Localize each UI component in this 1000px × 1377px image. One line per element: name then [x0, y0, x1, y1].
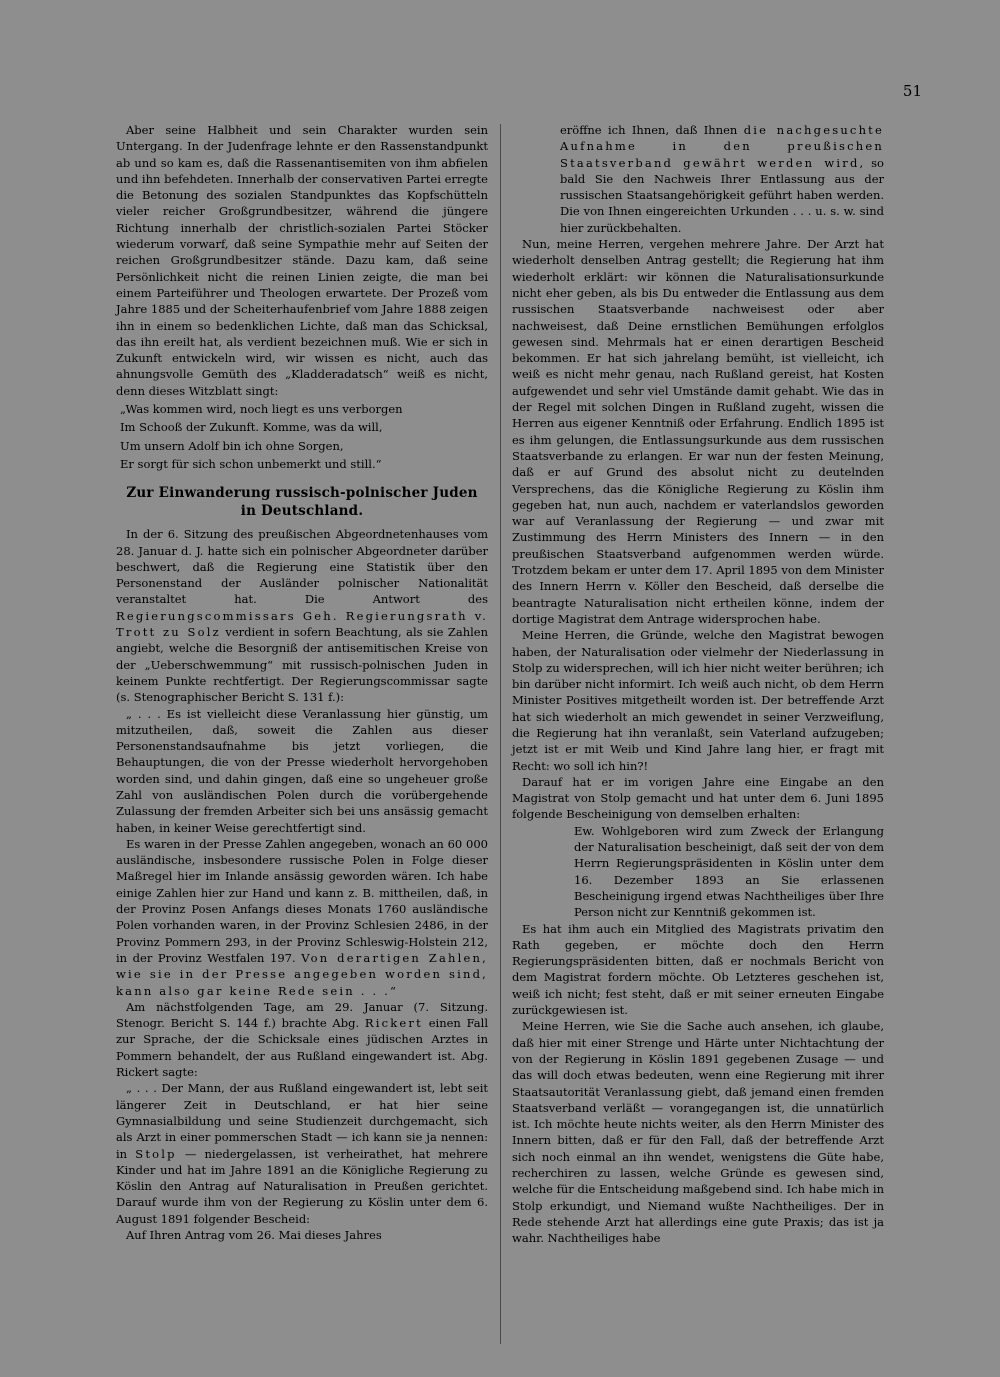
emphasis: Von derartigen Zahlen, wie sie in der Presse angegeben worden sind, kann also gar keine Rede sein . . .“: [116, 950, 488, 998]
paragraph: [116, 526, 488, 705]
text-run: verdient in sofern Beachtung, als sie Zahlen angiebt, welche die Besorgniß der antisemitischen Kreise von der „Ueberschwemmung“ mit russisch-polnischen Juden in keinem Punkte rechtfertigt. Der Regierungscommissar sagte (s. Stenographischer Bericht S. 131 f.):: [116, 625, 488, 705]
section-heading-line: Zur Einwanderung russisch-polnischer Juden: [126, 485, 478, 502]
paragraph: Darauf hat er im vorigen Jahre eine Eingabe an den Magistrat von Stolp gemacht und hat unter dem 6. Juni 1895 folgende Bescheinigung von demselben erhalten:: [512, 774, 884, 822]
verse-line: Im Schooß der Zukunft. Komme, was da will,: [120, 420, 383, 435]
emphasis: Rickert: [364, 1016, 423, 1031]
section-heading: [116, 484, 488, 520]
emphasis: Stolp: [135, 1146, 177, 1161]
column-divider: [500, 124, 501, 1344]
paragraph: [116, 1080, 488, 1227]
text-run: Es waren in der Presse Zahlen angegeben, wonach an 60 000 ausländische, insbesondere russische Polen in Folge dieser Maßregel hier im Inlande ansässig geworden wären. Ich habe einige Zahlen hier zur Hand und kann z. B. mittheilen, daß, in der Provinz Posen Anfangs dieses Monats 1760 ausländische Polen vorhanden waren, in der Provinz Schlesien 2486, in der Provinz Pommern 293, in der Provinz Schleswig-Holstein 212, in der Provinz Westfalen 197.: [116, 836, 488, 965]
emphasis: Regierungscommissars Geh. Regierungsrath v. Trott zu Solz: [116, 608, 488, 640]
text-run: — niedergelassen, ist verheirathet, hat mehrere Kinder und hat im Jahre 1891 an die Königliche Regierung zu Köslin den Antrag auf Naturalisation in Preußen gerichtet. Darauf wurde ihm von der Regierung zu Köslin unter dem 6. August 1891 folgender Bescheid:: [116, 1146, 488, 1226]
text-run: , so bald Sie den Nachweis Ihrer Entlassung aus der russischen Staatsangehörigkeit geführt haben werden. Die von Ihnen eingereichten Urkunden . . . u. s. w. sind hier zurückbehalten.: [560, 155, 884, 235]
text-run: In der 6. Sitzung des preußischen Abgeordnetenhauses vom 28. Januar d. J. hatte sich ein polnischer Abgeordneter darüber beschwert, daß die Regierung eine Statistik über den Personenstand der Ausländer polnischer Nationalität veranstaltet hat. Die Antwort des: [116, 527, 488, 607]
section-heading-line: in Deutschland.: [240, 503, 364, 520]
verse-line: Er sorgt für sich schon unbemerkt und still.“: [120, 456, 382, 471]
right-column: [512, 122, 884, 1246]
paragraph: Meine Herren, wie Sie die Sache auch ansehen, ich glaube, daß hier mit einer Strenge und Härte unter Nichtachtung der von der Regierung in Köslin 1891 gegebenen Zusage — und das will doch etwas bedeuten, wenn eine Regierung mit ihrer Staatsautorität Veranlassung giebt, daß jemand einen fremden Staatsverband verläßt — vorangegangen ist, die unnatürlich ist. Ich möchte heute nichts weiter, als den Herrn Minister des Innern bitten, daß er für den Fall, daß der betreffende Arzt sich noch einmal an ihn wendet, wenigstens die Güte habe, recherchiren zu lassen, welche Gründe es gewesen sind, welche für die Entscheidung maßgebend sind. Ich habe mich in Stolp erkundigt, und Niemand wußte Nachtheiliges. Der in Rede stehende Arzt hat allerdings eine gute Praxis; das ist ja wahr. Nachtheiliges habe: [512, 1019, 884, 1246]
paragraph: Nun, meine Herren, vergehen mehrere Jahre. Der Arzt hat wiederholt denselben Antrag gestellt; die Regierung hat ihm wiederholt erklärt: wir können die Naturalisationsurkunde nicht eher geben, als bis Du entweder die Entlassung aus dem russischen Staatsverbande nachweisest oder aber nachweisest, daß Deine ernstlichen Bemühungen erfolglos gewesen sind. Mehrmals hat er einen derartigen Bescheid bekommen. Er hat sich jahrelang bemüht, ist vielleicht, ich weiß es nicht mehr genau, nach Rußland gereist, hat Kosten aufgewendet und sehr viel Umstände damit gehabt. Wie das in der Regel mit solchen Dingen in Rußland zugeht, wissen die Herren aus eigener Kenntniß oder Erfahrung. Endlich 1895 ist es ihm gelungen, die Entlassungsurkunde aus dem russischen Staatsverbande zu erlangen. Er war nun der festen Meinung, daß er auf Grund des absolut nicht zu deutelnden Versprechens, das die Königliche Regierung zu Köslin ihm gegeben hat, nun auch, nachdem er vaterlandslos geworden war auf Veranlassung der Regierung — und zwar mit Zustimmung des Herrn Ministers des Innern — in den preußischen Staatsverband aufgenommen werden würde. Trotzdem bekam er unter dem 17. April 1895 von dem Minister des Innern Herrn v. Köller den Bescheid, daß derselbe die beantragte Naturalisation nicht ertheilen könne, indem der dortige Magistrat dem Antrage widersprochen habe.: [512, 237, 884, 626]
paragraph: Ew. Wohlgeboren wird zum Zweck der Erlangung der Naturalisation bescheinigt, daß seit der von dem Herrn Regierungspräsidenten in Köslin unter dem 16. Dezember 1893 an Sie erlassenen Bescheinigung irgend etwas Nachtheiliges über Ihre Person nicht zur Kenntniß gekommen ist.: [574, 823, 884, 920]
paragraph: [116, 836, 488, 999]
text-run: eröffne ich Ihnen, daß Ihnen: [560, 123, 744, 137]
left-column: [116, 122, 488, 1243]
paragraph: Aber seine Halbheit und sein Charakter wurden sein Untergang. In der Judenfrage lehnte er den Rassenstandpunkt ab und so kam es, daß die Rassenantisemiten von ihm abfielen und ihn befehdeten. Innerhalb der conservativen Partei erregte die Betonung des sozialen Standpunktes das Kopfschütteln vieler reicher Großgrundbesitzer, während die jüngere Richtung innerhalb der christlich-sozialen Partei Stöcker wiederum vorwarf, daß seine Sympathie mehr auf Seiten der reichen Großgrundbesitzer stände. Dazu kam, daß seine Persönlichkeit nicht die reinen Linien zeigte, die man bei einem Parteiführer und Theologen erwartete. Der Prozeß vom Jahre 1885 und der Scheiterhaufenbrief vom Jahre 1888 zeigen ihn in einem so bedenklichen Lichte, daß man das Schicksal, das ihn ereilt hat, als verdient bezeichnen muß. Wie er sich in Zukunft entwickeln wird, wir wissen es nicht, auch das ahnungsvolle Gemüth des „Kladderadatsch“ weiß es nicht, denn dieses Witzblatt singt:: [116, 123, 488, 398]
paragraph: Es hat ihm auch ein Mitglied des Magistrats privatim den Rath gegeben, er möchte doch den Herrn Regierungspräsidenten bitten, daß er nochmals Bericht von dem Magistrat fordern möchte. Ob Letzteres geschehen ist, weiß ich nicht; fest steht, daß er mit seiner erneuten Eingabe zurückgewiesen ist.: [512, 921, 884, 1018]
verse-line: Um unsern Adolf bin ich ohne Sorgen,: [120, 438, 344, 453]
paragraph: Auf Ihren Antrag vom 26. Mai dieses Jahres: [126, 1228, 382, 1242]
paragraph: [512, 122, 884, 236]
paragraph: „ . . . Es ist vielleicht diese Veranlassung hier günstig, um mitzutheilen, daß, soweit die Zahlen aus dieser Personenstandsaufnahme bis jetzt vorliegen, die Behauptungen, die von der Presse wiederholt hervorgehoben worden sind, und dahin gingen, daß eine so ungeheuer große Zahl von ausländischen Polen durch die vorübergehende Zulassung der fremden Arbeiter sich bei uns ansässig gemacht haben, in keiner Weise gerechtfertigt sind.: [116, 706, 488, 835]
text-run: „ . . . Der Mann, der aus Rußland eingewandert ist, lebt seit längerer Zeit in Deutschland, er hat hier seine Gymnasialbildung und seine Studienzeit durchgemacht, sich als Arzt in einer pommerschen Stadt — ich kann sie ja nennen: in: [116, 1081, 488, 1161]
paragraph: [116, 999, 488, 1080]
text-run: einen Fall zur Sprache, der die Schicksale eines jüdischen Arztes in Pommern behandelt, der aus Rußland eingewandert ist. Abg. Rickert sagte:: [116, 1016, 488, 1080]
emphasis: die nachgesuchte Aufnahme in den preußischen Staatsverband gewährt werden wird: [560, 123, 885, 170]
page-number: 51: [902, 82, 922, 100]
verse-line: „Was kommen wird, noch liegt es uns verborgen: [120, 402, 403, 417]
paragraph: Meine Herren, die Gründe, welche den Magistrat bewogen haben, der Naturalisation oder vielmehr der Niederlassung in Stolp zu widersprechen, will ich hier nicht weiter berühren; ich bin darüber nicht informirt. Ich weiß auch nicht, ob dem Herrn Minister Positives mitgetheilt worden ist. Der betreffende Arzt hat sich wiederholt an mich gewendet in seiner Verzweiflung, die Regierung hat ihn veranlaßt, sein Vaterland aufzugeben; jetzt ist er mit Weib und Kind Jahre lang hier, er fragt mit Recht: wo soll ich hin?!: [512, 628, 884, 773]
text-run: Am nächstfolgenden Tage, am 29. Januar (7. Sitzung. Stenogr. Bericht S. 144 f.) brachte Abg.: [116, 999, 488, 1031]
